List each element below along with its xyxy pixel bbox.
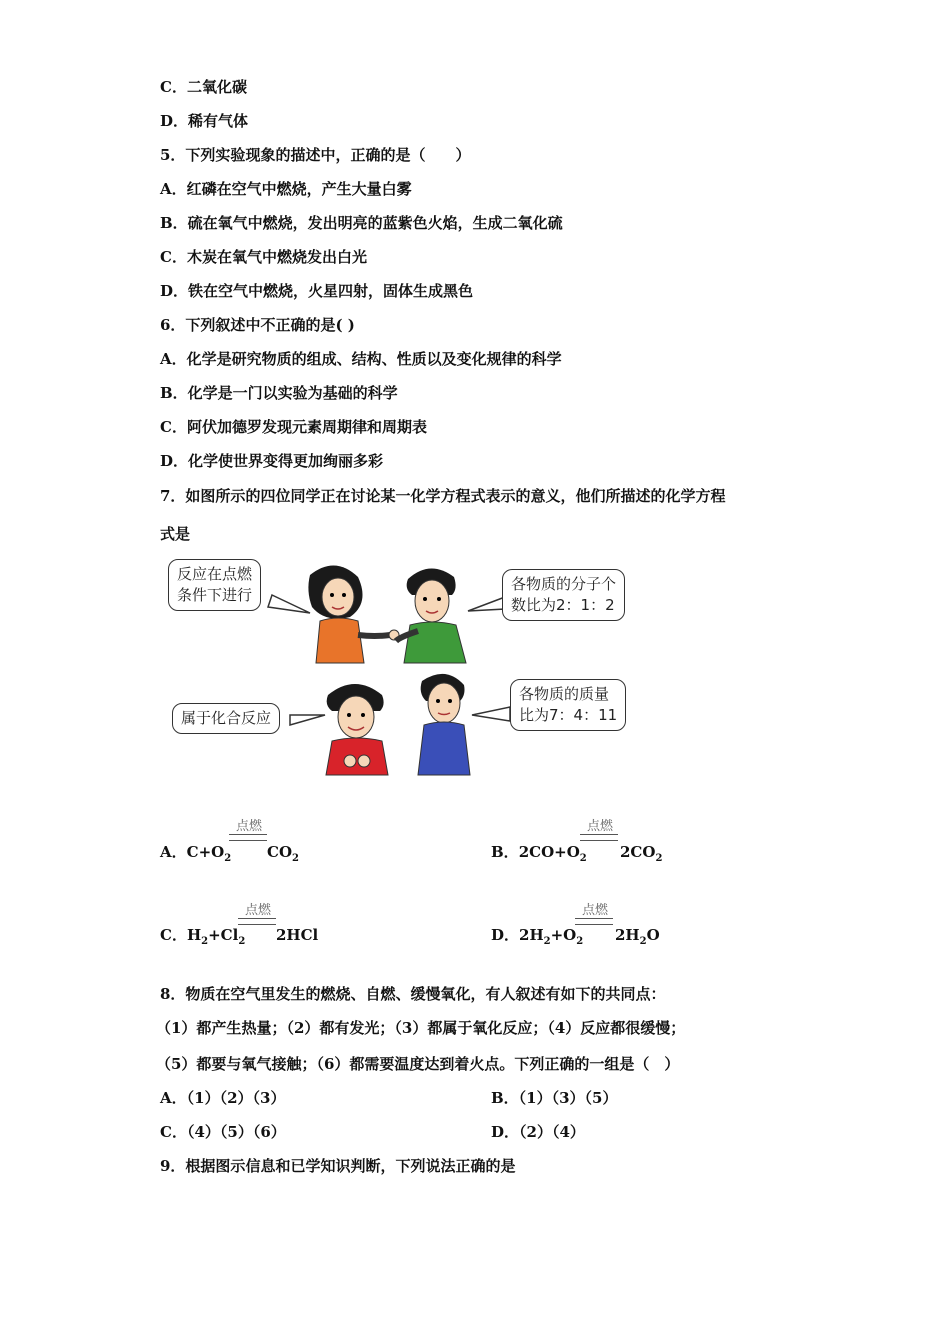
q6-option-d: D．化学使世界变得更加绚丽多彩 xyxy=(160,452,384,470)
q8-statements-line1: （1）都产生热量；（2）都有发光；（3）都属于氧化反应；（4）反应都很缓慢； xyxy=(156,1019,686,1037)
q8-statements-line2: （5）都要与氧气接触；（6）都需要温度达到着火点。下列正确的一组是（ ） xyxy=(156,1055,680,1073)
q7-option-b: B．$2CO+O_2$ xyxy=(491,843,587,864)
bubble-text: 各物质的分子个 xyxy=(511,575,617,593)
bubble-text: 属于化合反应 xyxy=(181,709,272,727)
bubble-text: 数比为2：1：2 xyxy=(511,596,615,614)
q7-option-a: A．$C+O_2$ xyxy=(160,843,232,864)
q8-option-d: D．（2）（4） xyxy=(491,1123,585,1141)
q8-option-c: C．（4）（5）（6） xyxy=(160,1123,286,1141)
equals-sign xyxy=(580,834,618,841)
bubble-text: 条件下进行 xyxy=(177,586,253,604)
q6-option-c: C．阿伏加德罗发现元素周期律和周期表 xyxy=(160,418,427,436)
q8-option-b: B．（1）（3）（5） xyxy=(491,1089,618,1107)
q6-option-a: A．化学是研究物质的组成、结构、性质以及变化规律的科学 xyxy=(160,350,562,368)
speech-bubble-molecule-ratio xyxy=(502,569,625,621)
condition-label: 点燃 xyxy=(244,903,271,918)
equals-sign xyxy=(229,834,267,841)
q5-option-a: A．红磷在空气中燃烧，产生大量白雾 xyxy=(160,180,412,198)
q9-stem: 9．根据图示信息和已学知识判断，下列说法正确的是 xyxy=(160,1157,516,1175)
q6-stem: 6．下列叙述中不正确的是( ) xyxy=(160,316,355,334)
speech-bubble-mass-ratio xyxy=(510,679,626,731)
q7-option-a-product: $CO_2$ xyxy=(267,843,299,864)
q7-option-d-product: $2H_2O$ xyxy=(615,926,660,947)
q8-option-a: A．（1）（2）（3） xyxy=(160,1089,286,1107)
q7-option-c-product: 2HCl xyxy=(276,926,319,944)
q7-option-d: D．$2H_2+O_2$ xyxy=(491,926,584,947)
equals-sign xyxy=(238,918,276,925)
boy-green-figure xyxy=(396,568,466,663)
equals-sign xyxy=(575,918,613,925)
bubble-text: 反应在点燃 xyxy=(177,565,253,583)
boy-blue-figure xyxy=(418,674,470,775)
condition-label: 点燃 xyxy=(586,819,613,834)
q7-option-b-product: $2CO_2$ xyxy=(620,843,663,864)
q5-option-c: C．木炭在氧气中燃烧发出白光 xyxy=(160,248,367,266)
girl-figure xyxy=(308,565,399,663)
q7-option-c: C．$H_2+Cl_2$ xyxy=(160,926,246,947)
bubble-text: 各物质的质量 xyxy=(519,685,610,703)
condition-label: 点燃 xyxy=(235,819,262,834)
q7-stem-line1: 7．如图所示的四位同学正在讨论某一化学方程式表示的意义，他们所描述的化学方程 xyxy=(160,487,726,505)
students-illustration xyxy=(160,555,640,780)
q4-option-c: C．二氧化碳 xyxy=(160,78,247,96)
boy-red-figure xyxy=(326,684,388,775)
q8-stem: 8．物质在空气里发生的燃烧、自燃、缓慢氧化，有人叙述有如下的共同点： xyxy=(160,985,666,1003)
q6-option-b: B．化学是一门以实验为基础的科学 xyxy=(160,384,398,402)
q5-stem: 5．下列实验现象的描述中，正确的是（ ） xyxy=(160,146,471,164)
condition-label: 点燃 xyxy=(581,903,608,918)
q7-stem-line2: 式是 xyxy=(160,525,191,543)
speech-bubble-condition xyxy=(168,559,261,611)
bubble-text: 比为7：4：11 xyxy=(519,706,618,724)
q5-option-b: B．硫在氧气中燃烧，发出明亮的蓝紫色火焰，生成二氧化硫 xyxy=(160,214,563,232)
speech-bubble-combination xyxy=(172,703,280,734)
q5-option-d: D．铁在空气中燃烧，火星四射，固体生成黑色 xyxy=(160,282,474,300)
q4-option-d: D．稀有气体 xyxy=(160,112,249,130)
